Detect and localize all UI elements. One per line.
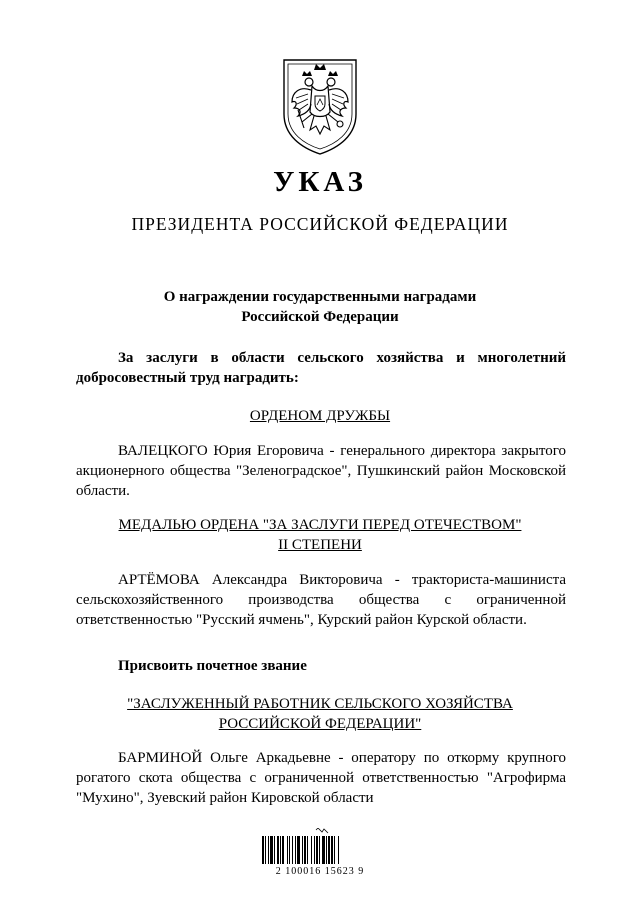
- award-title-line: МЕДАЛЬЮ ОРДЕНА "ЗА ЗАСЛУГИ ПЕРЕД ОТЕЧЕСТВОМ": [118, 517, 522, 533]
- honorary-title-intro: Присвоить почетное звание: [118, 658, 307, 674]
- award-title-line: II СТЕПЕНИ: [278, 537, 362, 553]
- issuer-subtitle: ПРЕЗИДЕНТА РОССИЙСКОЙ ФЕДЕРАЦИИ: [131, 214, 509, 234]
- award-title-line: РОССИЙСКОЙ ФЕДЕРАЦИИ": [218, 716, 422, 732]
- decree-heading: [0, 287, 640, 327]
- coat-of-arms-emblem: [278, 52, 362, 156]
- award-recipient-paragraph: ВАЛЕЦКОГО Юрия Егоровича - генерального директора закрытого акционерного общества "Зеленоградское", Пушкинский район Московской области.: [76, 443, 566, 499]
- award-title-order-of-friendship: [0, 406, 640, 426]
- award-title-line: ОРДЕНОМ ДРУЖБЫ: [249, 408, 391, 424]
- document-type-title: УКАЗ: [273, 166, 367, 198]
- honorary-recipient-paragraph: БАРМИНОЙ Ольге Аркадьевне - оператору по откорму крупного рогатого скота общества с ограниченной ответственностью "Агрофирма "Мухино", Зуевский район Кировской области: [76, 750, 566, 806]
- honorary-title-name: [0, 694, 640, 734]
- award-title-medal: [0, 515, 640, 555]
- barcode-number: 2 100016 15623 9: [275, 866, 365, 877]
- intro-paragraph: За заслуги в области сельского хозяйства и многолетний добросовестный труд наградить:: [76, 350, 566, 386]
- decree-heading-line: О награждении государственными наградами: [163, 289, 477, 305]
- award-title-line: "ЗАСЛУЖЕННЫЙ РАБОТНИК СЕЛЬСКОГО ХОЗЯЙСТВА: [127, 696, 513, 712]
- decree-heading-line: Российской Федерации: [241, 309, 399, 325]
- award-recipient-paragraph: АРТЁМОВА Александра Викторовича - тракториста-машиниста сельскохозяйственного производства общества с ограниченной ответственностью "Русский ячмень", Курский район Курской области.: [76, 572, 566, 628]
